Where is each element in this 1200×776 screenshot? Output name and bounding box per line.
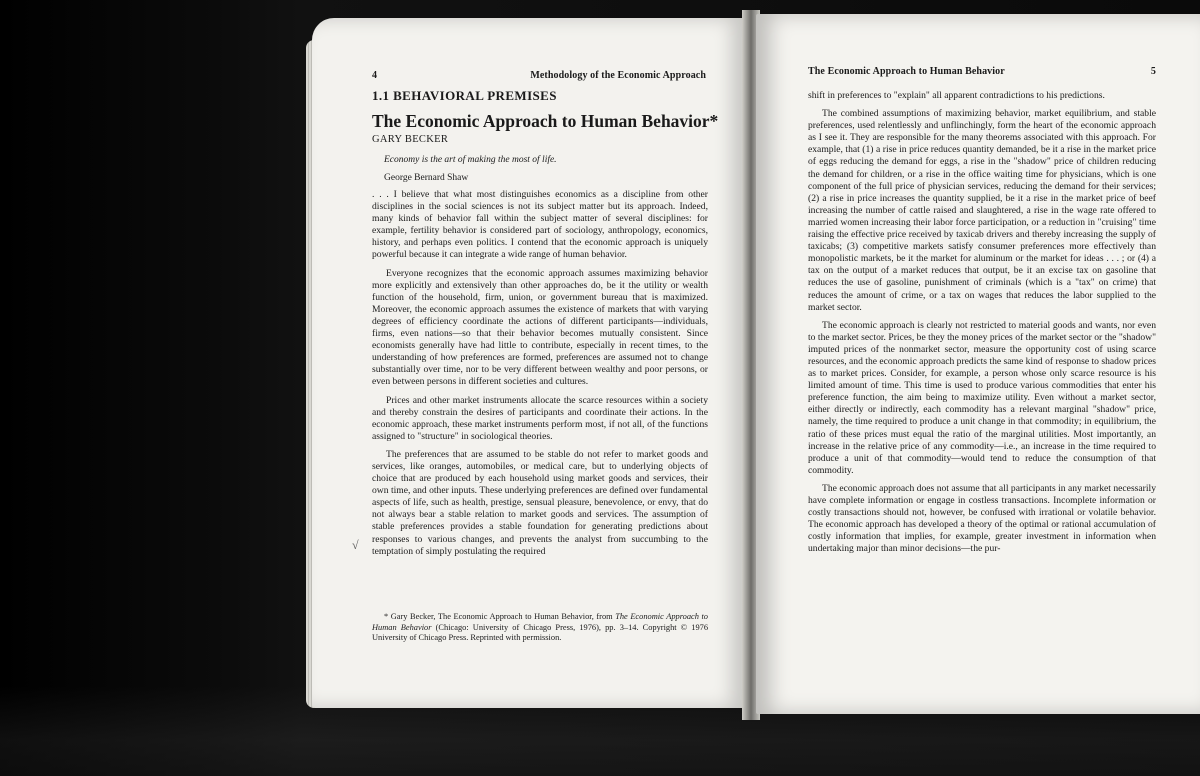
right-running-title: The Economic Approach to Human Behavior <box>808 66 1005 77</box>
footnote-prefix: * Gary Becker, The Economic Approach to Human Behavior, from <box>384 612 616 621</box>
left-page-number: 4 <box>372 70 378 81</box>
paragraph: Everyone recognizes that the economic approach assumes maximizing behavior more explicitly and extensively than other approaches do, be it the utility or wealth function of the household, firm, union, or government bureau that is maximized. Moreover, the economic approach assumes the existence of markets that with varying degrees of efficiency coordinate the actions of different participants—individuals, firms, even nations—so that their behavior becomes mutually consistent. Since economists generally have had little to contribute, especially in recent times, to the understanding of how preferences are formed, preferences are assumed not to change substantially over time, nor to be very different between wealthy and poor persons, or even between persons in different societies and cultures. <box>372 267 708 388</box>
paragraph: shift in preferences to "explain" all apparent contradictions to his predictions. <box>808 90 1105 101</box>
section-heading: 1.1 BEHAVIORAL PREMISES <box>372 88 557 103</box>
footnote-suffix: (Chicago: University of Chicago Press, 1976), pp. 3–14. Copyright © 1976 University of Chicago Press. Reprinted with permission. <box>372 622 709 642</box>
footnote-book-title: The Economic Approach to Human Behavior <box>372 612 708 632</box>
paragraph: The economic approach is clearly not restricted to material goods and wants, nor even to the market sector. Prices, be they the money prices of the market sector or the "shadow" imputed prices of the nonmarket sector, measure the opportunity cost of using scarce resources, and the economic approach predicts the same kind of response to shadow prices as to market prices. Consider, for example, a person whose only scarce resource is his limited amount of time. This time is used to produce various commodities that enter his preference function, the aim being to maximize utility. Even without a market sector, either directly or indirectly, each commodity has a relevant marginal "shadow" price, namely, the time required to produce a unit change in that commodity; in equilibrium, the ratio of these prices must equal the ratio of the marginal utilities. Most importantly, an increase in the relative price of any commodity—i.e., an increase in the time required to produce a unit of that commodity—would tend to reduce the consumption of that commodity. <box>808 319 1156 476</box>
author-name: GARY BECKER <box>372 134 449 145</box>
paragraph: The economic approach does not assume that all participants in any market necessarily have complete information or engage in costless transactions. Incomplete information or costly transactions should not, however, be confused with irrational or volatile behavior. The economic approach has developed a theory of the optimal or rational accumulation of costly information that implies, for example, greater investment in information when undertaking major than minor decisions—the pur- <box>808 482 1156 555</box>
right-page-number: 5 <box>1150 66 1156 77</box>
footnote <box>372 612 708 644</box>
handwritten-check-mark: √ <box>352 538 359 552</box>
left-running-title: Methodology of the Economic Approach <box>530 70 706 81</box>
right-page <box>756 14 1200 714</box>
epigraph: Economy is the art of making the most of life. <box>384 155 557 165</box>
paragraph: The combined assumptions of maximizing behavior, market equilibrium, and stable preferences, used relentlessly and unflinchingly, form the heart of the economic approach as I see it. They are responsible for the many theorems associated with this approach. For example, that (1) a rise in price reduces quantity demanded, be it a rise in the market price of eggs reducing the demand for eggs, a rise in the "shadow" price of children reducing the demand for children, or a rise in the office waiting time for physicians, which is one component of the full price of physician services, reducing the demand for their services; (2) a rise in price increases the quantity supplied, be it a rise in the market price of beef increasing the number of cattle raised and slaughtered, a rise in the wage rate offered to married women increasing their labor force participation, or a reduction in "cruising" time raising the effective price received by taxicab drivers and thereby increasing the supply of taxicabs; (3) competitive markets satisfy consumer preferences more effectively than monopolistic markets, be it the market for aluminum or the market for ideas . . . ; or (4) a tax on the output of a market reduces that output, be it an excise tax on gasoline that reduces the use of gasoline, punishment of criminals (which is a "tax" on crime) that reduces the amount of crime, or a tax on wages that reduces the labor supplied to the market sector. <box>808 108 1156 313</box>
article-title: The Economic Approach to Human Behavior* <box>372 111 719 131</box>
left-page <box>312 18 744 708</box>
left-body-text <box>372 189 708 564</box>
right-body-text <box>808 90 1156 561</box>
epigraph-attribution: George Bernard Shaw <box>384 173 469 183</box>
paragraph: Prices and other market instruments allocate the scarce resources within a society and thereby constrain the desires of participants and coordinate their actions. In the economic approach, these market instruments perform most, if not all, of the functions assigned to "structure" in sociological theories. <box>372 394 708 442</box>
paragraph: The preferences that are assumed to be stable do not refer to market goods and services, like oranges, automobiles, or medical care, but to underlying objects of choice that are produced by each household using market goods and services, their own time, and other inputs. These underlying preferences are defined over fundamental aspects of life, such as health, prestige, sensual pleasure, benevolence, or envy, that do not always bear a stable relation to market goods and services. The assumption of stable preferences provides a stable foundation for generating predictions about responses to various changes, and prevents the analyst from succumbing to the temptation of simply postulating the required <box>372 448 708 557</box>
paragraph: . . . I believe that what most distinguishes economics as a discipline from other disciplines in the social sciences is not its subject matter but its approach. Indeed, many kinds of behavior fall within the subject matter of several disciplines: for example, fertility behavior is considered part of sociology, anthropology, economics, history, and perhaps even politics. I contend that the economic approach is uniquely powerful because it can integrate a wide range of human behavior. <box>372 189 708 261</box>
